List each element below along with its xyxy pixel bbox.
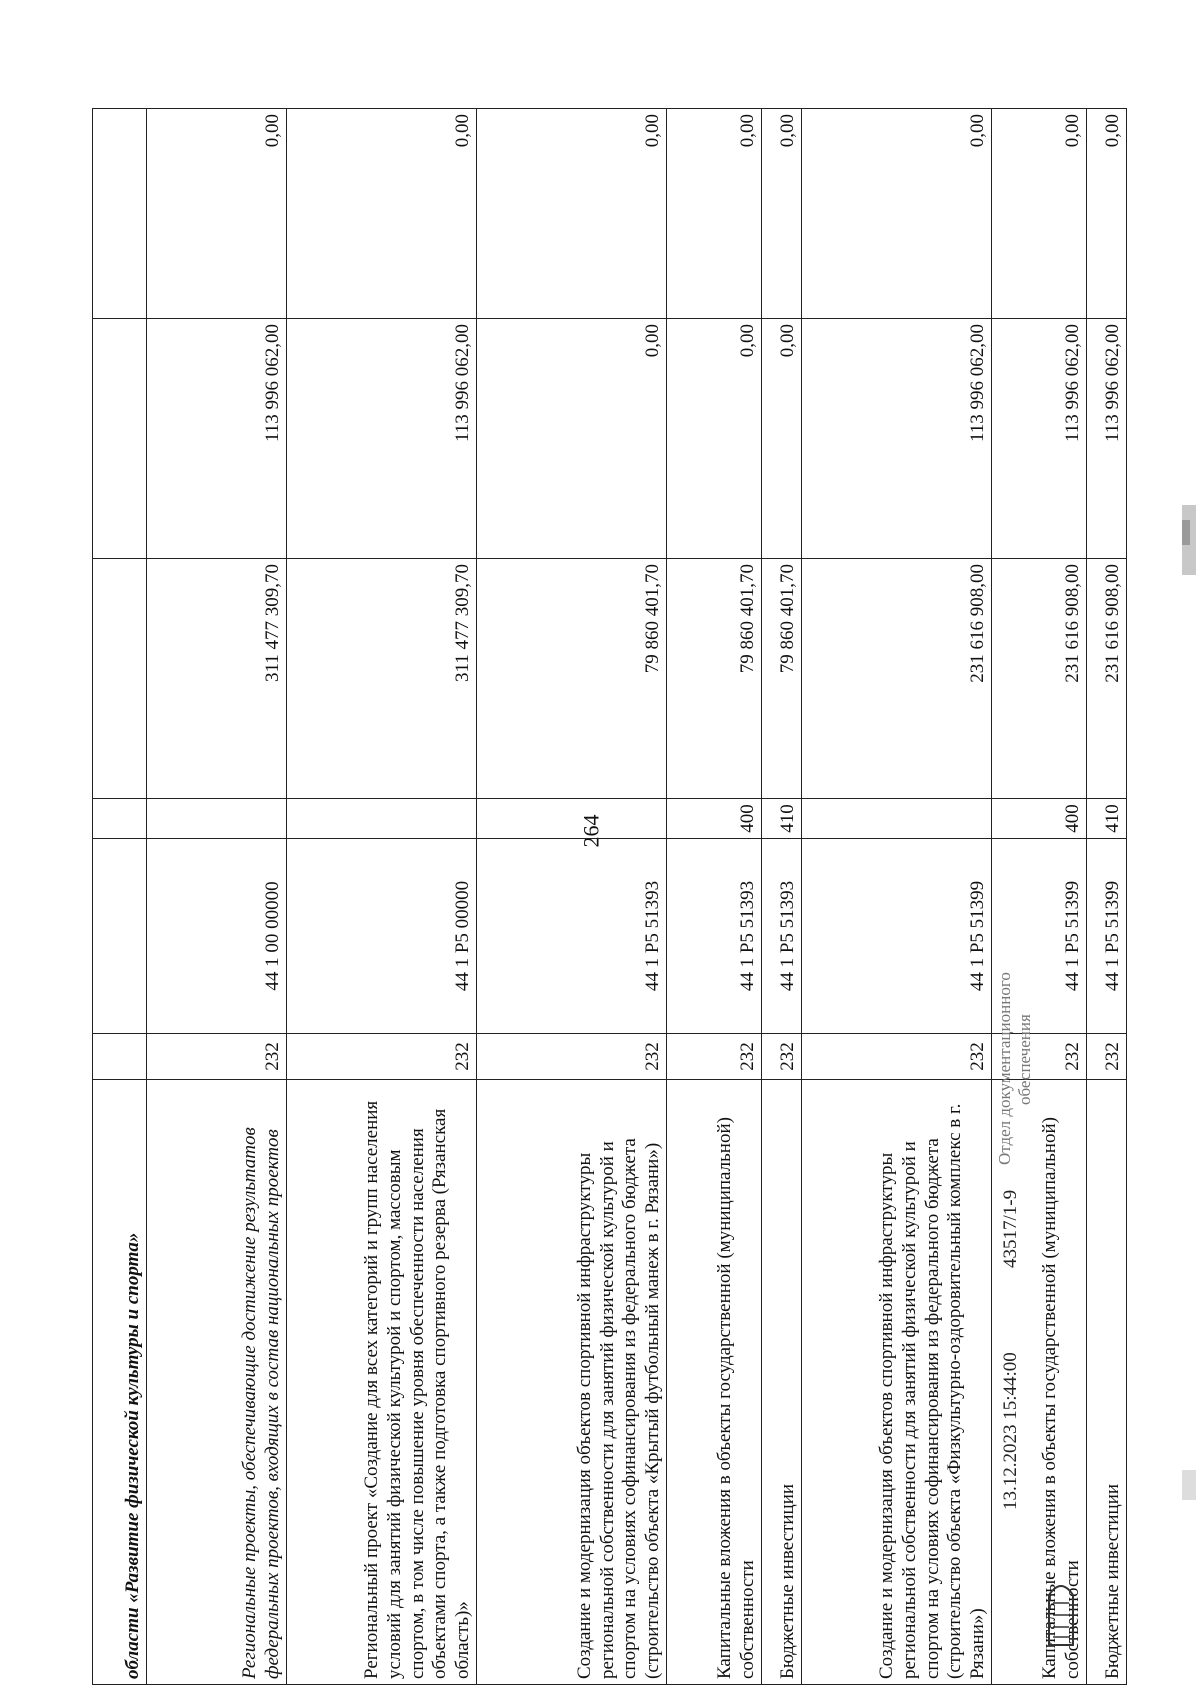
ministry-code-cell: 232 (667, 1034, 762, 1080)
ministry-code-cell: 232 (762, 1034, 802, 1080)
expense-type-cell (147, 799, 287, 839)
amount-year2-cell: 113 996 062,00 (992, 319, 1087, 559)
ministry-code-cell (93, 1034, 147, 1080)
table-row (287, 109, 477, 1685)
row-name-cell: Капитальные вложения в объекты государственной (муниципальной) собственности (992, 1080, 1087, 1685)
amount-year1-cell: 231 616 908,00 (1087, 559, 1127, 799)
table-row (477, 109, 667, 1685)
target-article-cell: 44 1 P5 51393 (762, 839, 802, 1034)
budget-table-container (92, 109, 1124, 1685)
row-name-cell: Бюджетные инвестиции (1087, 1080, 1127, 1685)
target-article-cell (93, 839, 147, 1034)
table-row (667, 109, 762, 1685)
table-row (1087, 109, 1127, 1685)
amount-year1-cell: 231 616 908,00 (802, 559, 992, 799)
amount-year1-cell: 79 860 401,70 (762, 559, 802, 799)
ministry-code-cell: 232 (477, 1034, 667, 1080)
ministry-code-cell: 232 (1087, 1034, 1127, 1080)
amount-year1-cell (93, 559, 147, 799)
expense-type-cell: 410 (762, 799, 802, 839)
target-article-cell: 44 1 P5 00000 (287, 839, 477, 1034)
amount-year2-cell: 113 996 062,00 (147, 319, 287, 559)
amount-year1-cell: 79 860 401,70 (667, 559, 762, 799)
amount-year1-cell: 311 477 309,70 (287, 559, 477, 799)
expense-type-cell: 410 (1087, 799, 1127, 839)
amount-year2-cell: 0,00 (477, 319, 667, 559)
ministry-code-cell: 232 (147, 1034, 287, 1080)
expense-type-cell: 400 (992, 799, 1087, 839)
stamp-line-2: обеспечения (1015, 1014, 1034, 1105)
row-name-cell: Создание и модернизация объектов спортивной инфраструктуры региональной собственности для занятий физической культурой и спортом на условиях софинансирования из федерального бюджета (строительство объекта «Физкультурно-оздоровительный комплекс в г. Рязани») (802, 1080, 992, 1685)
target-article-cell: 44 1 P5 51399 (992, 839, 1087, 1034)
amount-year3-cell: 0,00 (477, 109, 667, 319)
table-row (93, 109, 147, 1685)
amount-year3-cell (93, 109, 147, 319)
amount-year2-cell (93, 319, 147, 559)
target-article-cell: 44 1 00 00000 (147, 839, 287, 1034)
footer-doc-id: 43517/1-9 (1000, 1189, 1021, 1268)
target-article-cell: 44 1 P5 51399 (802, 839, 992, 1034)
expense-type-cell (477, 799, 667, 839)
amount-year3-cell: 0,00 (667, 109, 762, 319)
registry-logo-icon (1045, 1575, 1077, 1650)
row-name-cell: Бюджетные инвестиции (762, 1080, 802, 1685)
row-name-cell: Региональный проект «Создание для всех категорий и групп населения условий для занятий физической культурой и спортом, массовым спортом, в том числе повышение уровня обеспеченности населения объектами спорта, а также подготовка спортивного резерва (Рязанская область)» (287, 1080, 477, 1685)
amount-year2-cell: 0,00 (667, 319, 762, 559)
stamp-line-1: Отдел документационного (995, 972, 1014, 1165)
row-name-cell: Капитальные вложения в объекты государственной (муниципальной) собственности (667, 1080, 762, 1685)
amount-year2-cell: 113 996 062,00 (1087, 319, 1127, 559)
table-row (147, 109, 287, 1685)
target-article-cell: 44 1 P5 51393 (667, 839, 762, 1034)
amount-year2-cell: 113 996 062,00 (802, 319, 992, 559)
amount-year3-cell: 0,00 (147, 109, 287, 319)
table-row (802, 109, 992, 1685)
expense-type-cell (802, 799, 992, 839)
budget-table (92, 108, 1127, 1685)
table-row (762, 109, 802, 1685)
expense-type-cell (93, 799, 147, 839)
amount-year3-cell: 0,00 (992, 109, 1087, 319)
row-name-cell: области «Развитие физической культуры и спорта» (93, 1080, 147, 1685)
amount-year3-cell: 0,00 (287, 109, 477, 319)
amount-year1-cell: 311 477 309,70 (147, 559, 287, 799)
page-number: 264 (578, 814, 603, 848)
expense-type-cell (287, 799, 477, 839)
ministry-code-cell: 232 (802, 1034, 992, 1080)
ministry-code-cell: 232 (992, 1034, 1087, 1080)
amount-year1-cell: 231 616 908,00 (992, 559, 1087, 799)
target-article-cell: 44 1 P5 51399 (1087, 839, 1127, 1034)
amount-year3-cell: 0,00 (762, 109, 802, 319)
amount-year2-cell: 0,00 (762, 319, 802, 559)
department-stamp (995, 835, 1035, 1165)
row-name-cell: Региональные проекты, обеспечивающие достижение результатов федеральных проектов, входящих в состав национальных проектов (147, 1080, 287, 1685)
ministry-code-cell: 232 (287, 1034, 477, 1080)
amount-year3-cell: 0,00 (802, 109, 992, 319)
scan-edge-artifact (1142, 0, 1200, 1695)
target-article-cell: 44 1 P5 51393 (477, 839, 667, 1034)
expense-type-cell: 400 (667, 799, 762, 839)
footer-timestamp: 13.12.2023 15:44:00 (1000, 1352, 1021, 1510)
row-name-cell: Создание и модернизация объектов спортивной инфраструктуры региональной собственности для занятий физической культурой и спортом на условиях софинансирования из федерального бюджета (строительство объекта «Крытый футбольный манеж в г. Рязани») (477, 1080, 667, 1685)
amount-year3-cell: 0,00 (1087, 109, 1127, 319)
amount-year1-cell: 79 860 401,70 (477, 559, 667, 799)
amount-year2-cell: 113 996 062,00 (287, 319, 477, 559)
